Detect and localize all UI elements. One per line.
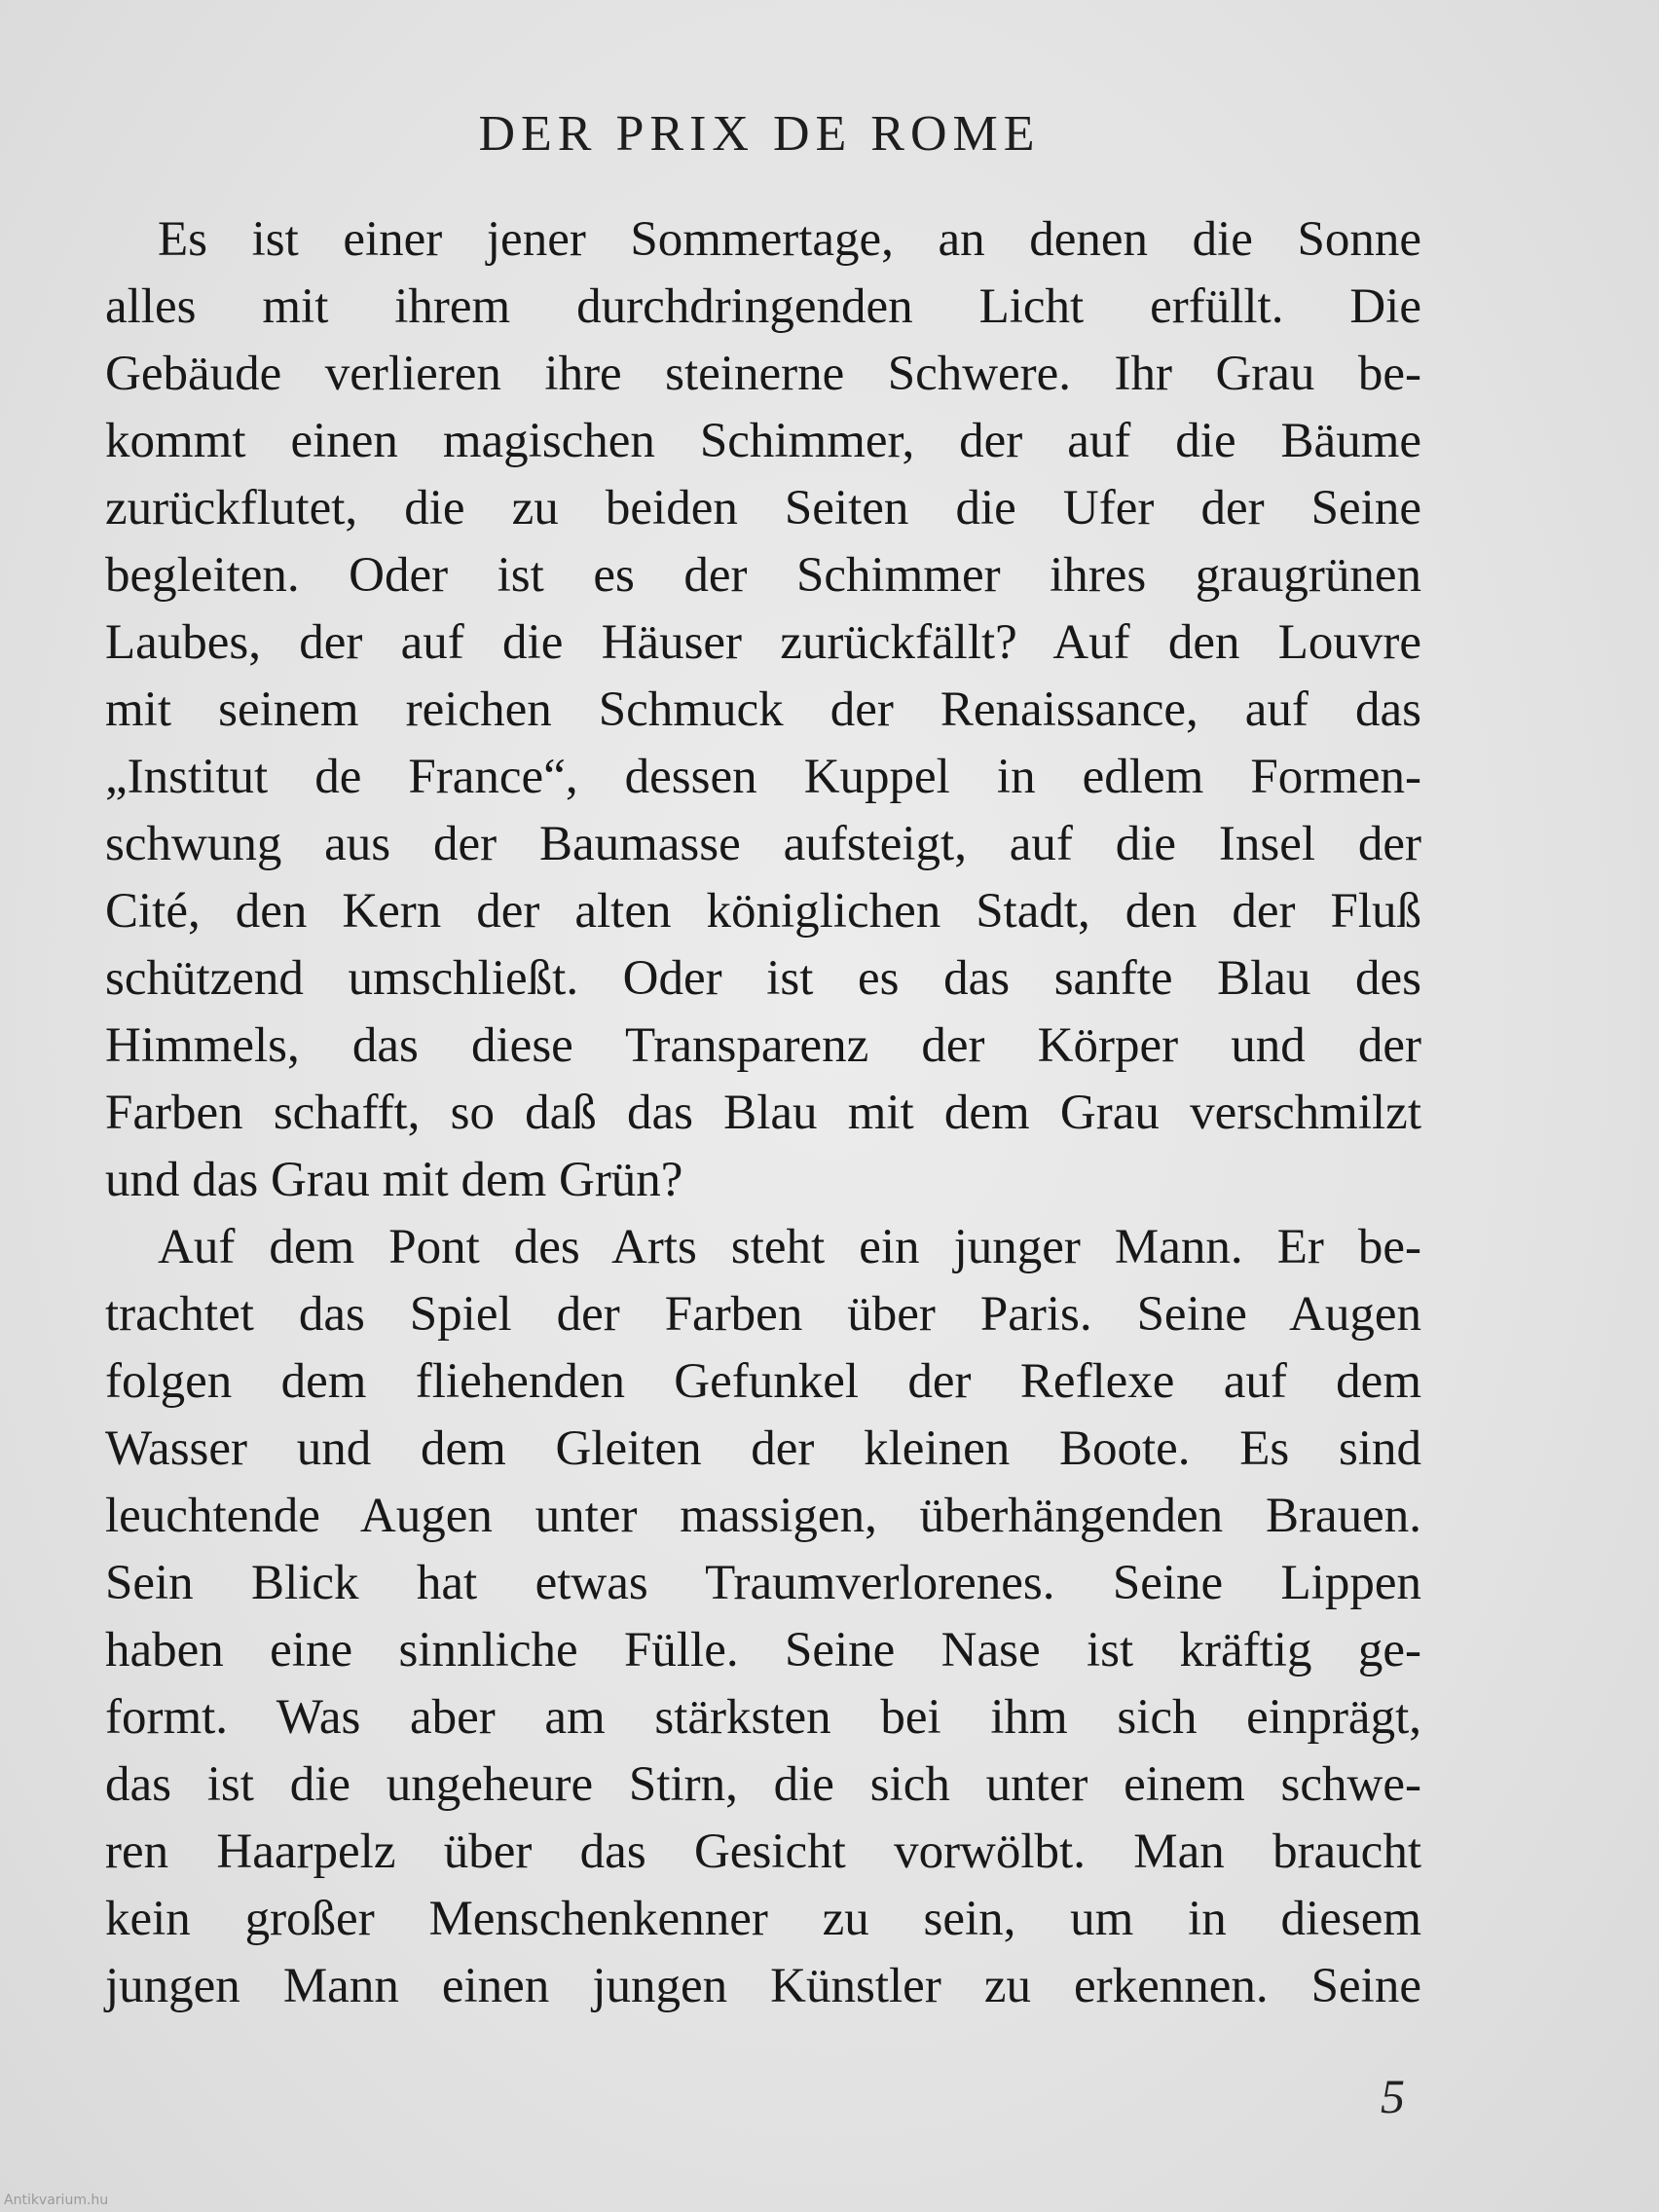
text-line: Himmels, das diese Transparenz der Körper und der <box>105 1018 1421 1073</box>
text-line: Sein Blick hat etwas Traumverlorenes. Seine Lippen <box>105 1556 1421 1610</box>
text-line: mit seinem reichen Schmuck der Renaissance, auf das <box>105 682 1421 737</box>
text-line: trachtet das Spiel der Farben über Paris. Seine Augen <box>105 1287 1421 1342</box>
text-line: ren Haarpelz über das Gesicht vorwölbt. Man braucht <box>105 1825 1421 1879</box>
text-line: Wasser und dem Gleiten der kleinen Boote. Es sind <box>105 1421 1421 1476</box>
text-line: jungen Mann einen jungen Künstler zu erkennen. Seine <box>105 1959 1421 2013</box>
text-line: Farben schafft, so daß das Blau mit dem Grau verschmilzt <box>105 1086 1421 1140</box>
text-line: zurückflutet, die zu beiden Seiten die Ufer der Seine <box>105 481 1421 535</box>
text-line: Es ist einer jener Sommertage, an denen die Sonne <box>158 212 1421 267</box>
text-line: „Institut de France“, dessen Kuppel in edlem Formen- <box>105 750 1421 804</box>
text-line: Auf dem Pont des Arts steht ein junger Mann. Er be- <box>158 1220 1421 1274</box>
paragraph <box>105 206 1421 1214</box>
text-line: formt. Was aber am stärksten bei ihm sich einprägt, <box>105 1690 1421 1745</box>
text-line: begleiten. Oder ist es der Schimmer ihres graugrünen <box>105 548 1421 603</box>
page-number: 5 <box>1381 2069 1405 2123</box>
text-line: schwung aus der Baumasse aufsteigt, auf die Insel der <box>105 817 1421 871</box>
text-line: das ist die ungeheure Stirn, die sich unter einem schwe- <box>105 1757 1421 1812</box>
chapter-title: DER PRIX DE ROME <box>478 106 1041 162</box>
text-line: kein großer Menschenkenner zu sein, um in diesem <box>105 1892 1421 1946</box>
text-line: Laubes, der auf die Häuser zurückfällt? Auf den Louvre <box>105 615 1421 670</box>
text-line: alles mit ihrem durchdringenden Licht erfüllt. Die <box>105 279 1421 334</box>
text-line: und das Grau mit dem Grün? <box>105 1153 683 1207</box>
paragraph <box>105 1214 1421 2020</box>
text-line: haben eine sinnliche Fülle. Seine Nase ist kräftig ge- <box>105 1623 1421 1677</box>
text-line: folgen dem fliehenden Gefunkel der Reflexe auf dem <box>105 1354 1421 1409</box>
text-line: leuchtende Augen unter massigen, überhängenden Brauen. <box>105 1489 1421 1543</box>
text-line: Cité, den Kern der alten königlichen Stadt, den der Fluß <box>105 884 1421 939</box>
watermark: Antikvarium.hu <box>4 2193 109 2208</box>
body-text <box>105 206 1421 2020</box>
text-line: kommt einen magischen Schimmer, der auf die Bäume <box>105 414 1421 468</box>
text-line: schützend umschließt. Oder ist es das sanfte Blau des <box>105 951 1421 1006</box>
text-line: Gebäude verlieren ihre steinerne Schwere. Ihr Grau be- <box>105 347 1421 401</box>
